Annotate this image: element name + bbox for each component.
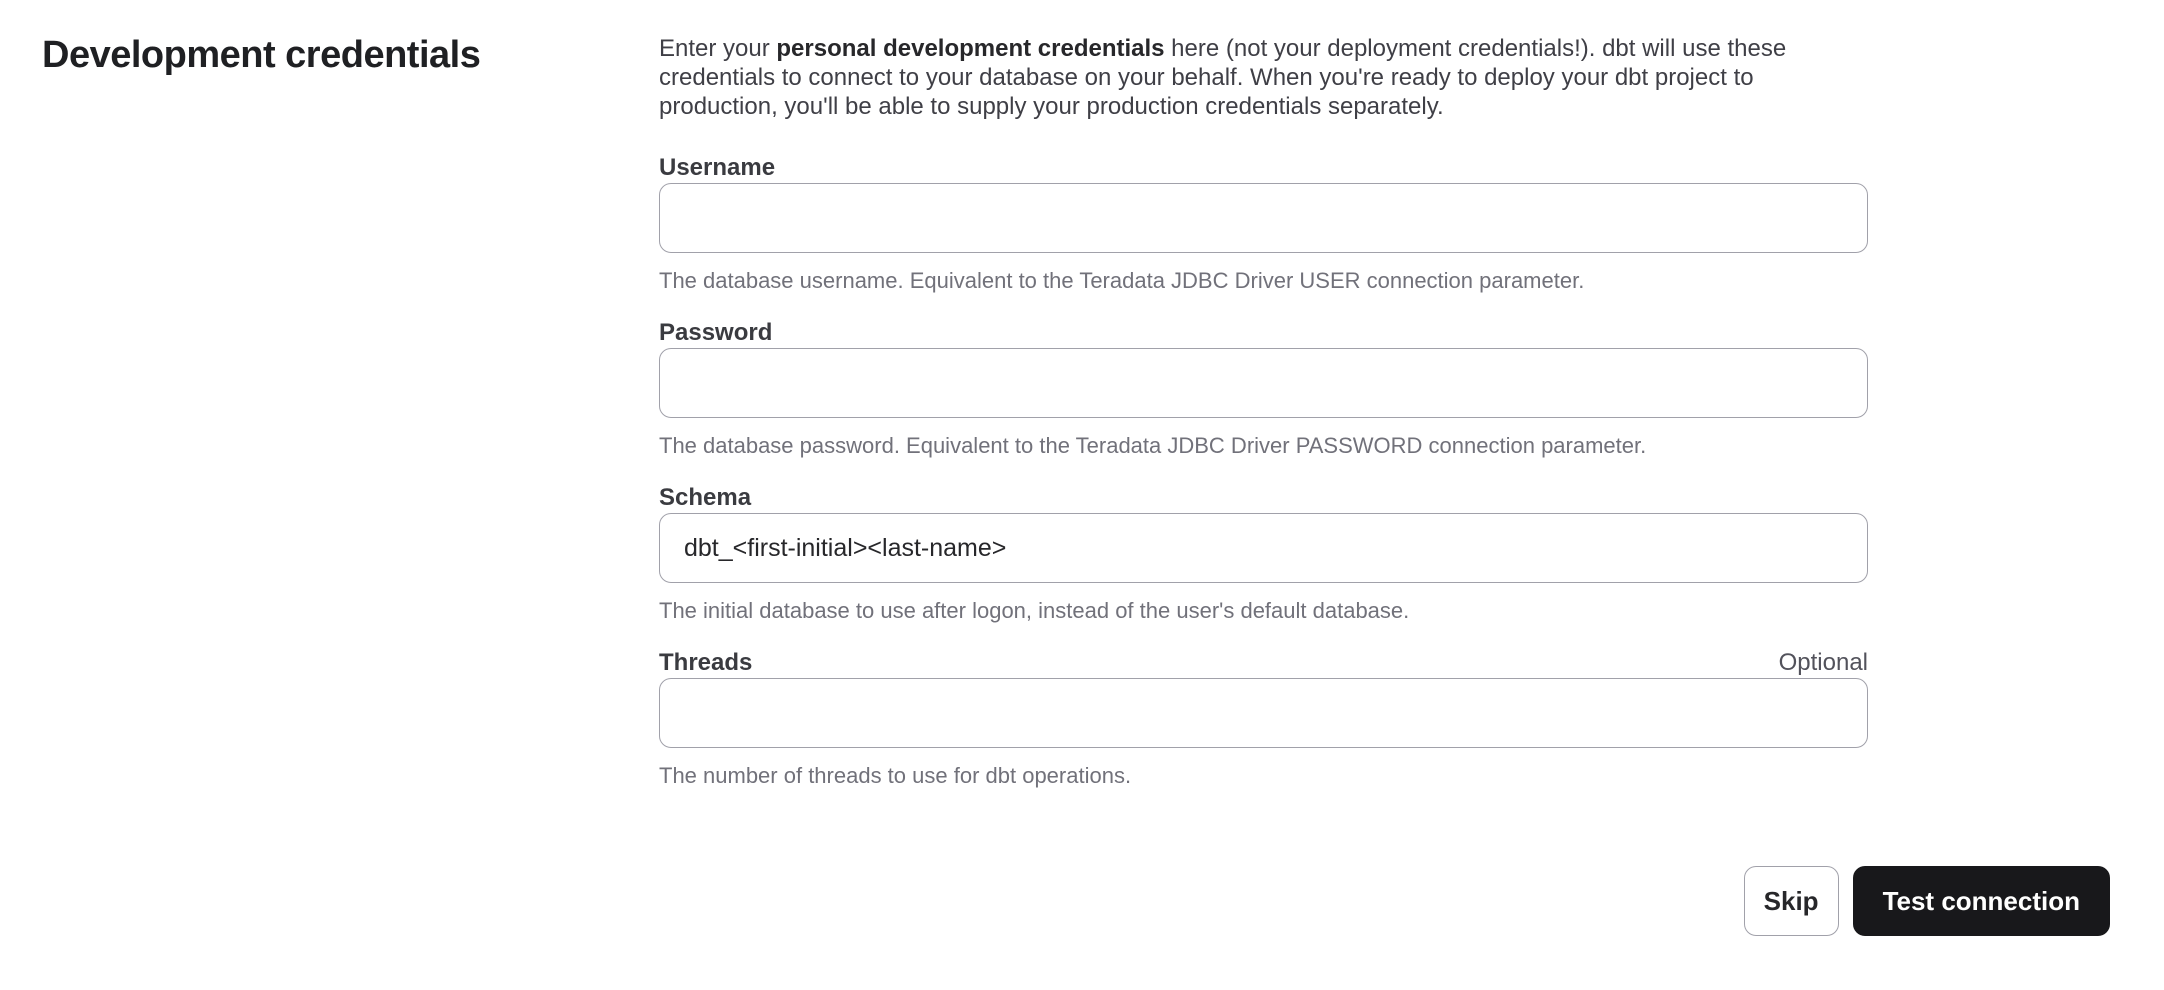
credentials-form — [659, 32, 1868, 813]
schema-label-row — [659, 483, 1868, 513]
intro-suffix: here (not your deployment credentials!). dbt will use these credentials to connect to your database on your behalf. When you're ready to deploy your dbt project to production, you'll be able to supply your production credentials separately. — [659, 35, 1787, 120]
test-connection-button[interactable]: Test connection — [1853, 866, 2110, 936]
threads-field-group — [659, 648, 1868, 789]
title-column — [42, 32, 659, 813]
threads-label: Threads — [659, 649, 753, 676]
intro-prefix: Enter your — [659, 35, 777, 62]
username-label-row — [659, 153, 1868, 183]
threads-label-row — [659, 648, 1868, 678]
threads-input[interactable] — [659, 678, 1868, 748]
username-label: Username — [659, 154, 776, 181]
username-help-text: The database username. Equivalent to the Teradata JDBC Driver USER connection parameter. — [659, 268, 1585, 293]
optional-badge: Optional — [1778, 649, 1868, 676]
form-actions — [1744, 866, 2110, 936]
schema-input[interactable] — [659, 513, 1868, 583]
skip-button[interactable]: Skip — [1744, 866, 1839, 936]
password-field-group — [659, 318, 1868, 459]
password-help-text: The database password. Equivalent to the Teradata JDBC Driver PASSWORD connection parameter. — [659, 433, 1647, 458]
intro-bold: personal development credentials — [776, 35, 1165, 62]
intro-text — [659, 34, 1868, 121]
password-label: Password — [659, 319, 773, 346]
username-field-group — [659, 153, 1868, 294]
threads-help-text: The number of threads to use for dbt operations. — [659, 763, 1132, 788]
password-label-row — [659, 318, 1868, 348]
password-input[interactable] — [659, 348, 1868, 418]
schema-label: Schema — [659, 484, 752, 511]
schema-help-text: The initial database to use after logon, instead of the user's default database. — [659, 598, 1410, 623]
username-input[interactable] — [659, 183, 1868, 253]
page-title: Development credentials — [42, 34, 481, 76]
schema-field-group — [659, 483, 1868, 624]
